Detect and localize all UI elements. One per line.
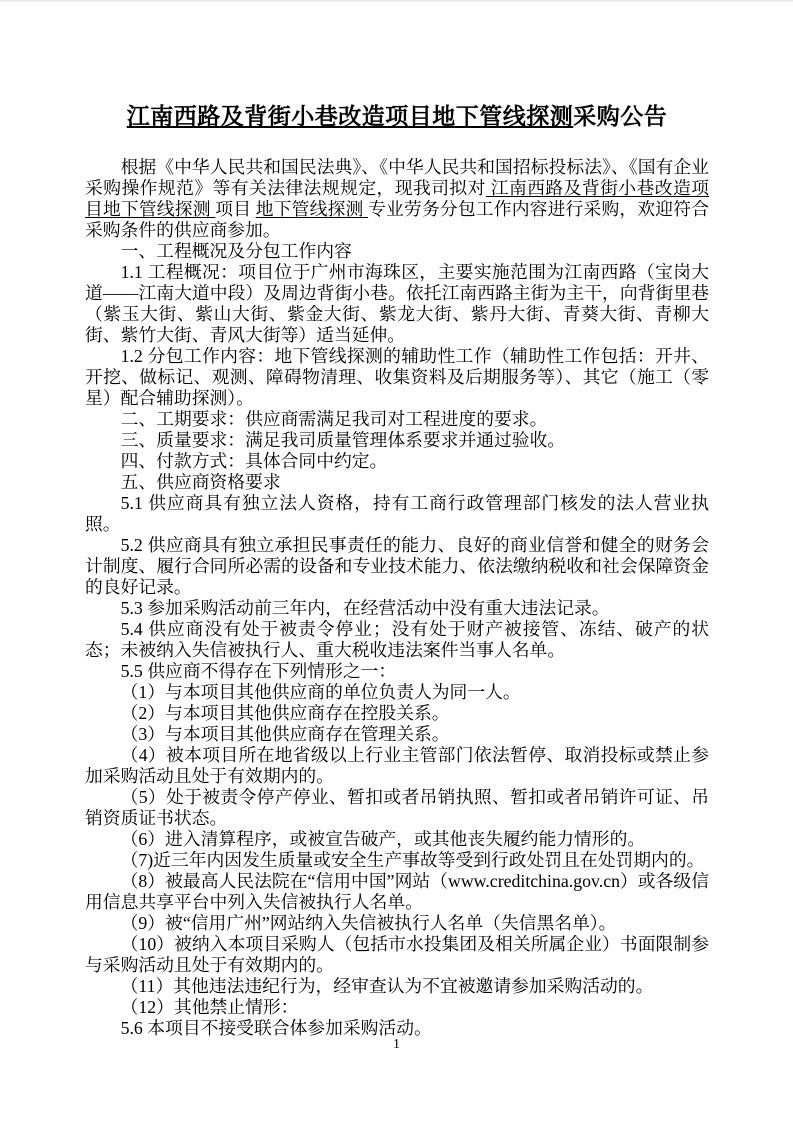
paragraph-12 [85,619,709,661]
paragraph-4 [85,346,709,409]
paragraph-22 [85,913,709,934]
paragraph-18 [85,787,709,829]
document-title [85,100,709,134]
paragraph-10 [85,535,709,598]
text-run: 5.6 本项目不接受联合体参加采购活动。 [120,1018,432,1038]
text-run: （6）进入清算程序，或被宣告破产，或其他丧失履约能力情形的。 [120,829,646,849]
paragraph-11 [85,598,709,619]
text-run: （4）被本项目所在地省级以上行业主管部门依法暂停、取消投标或禁止参加采购活动且处于有效期内的。 [85,745,709,786]
document-content [85,100,709,1039]
underlined-text: 地下管线探测 [255,199,369,219]
text-run: 5.3 参加采购活动前三年内，在经营活动中没有重大违法记录。 [120,598,610,618]
text-run: （10）被纳入本项目采购人（包括市水投集团及相关所属企业）书面限制参与采购活动且处于有效期内的。 [85,934,709,975]
paragraph-8 [85,472,709,493]
text-run: 5.1 供应商具有独立法人资格，持有工商行政管理部门核发的法人营业执照。 [85,493,709,534]
title-suffix: 采购公告 [573,104,668,129]
underlined-text: 江南西路及背街小巷改造项目地下管线探测 [85,178,709,219]
text-run: 5.5 供应商不得存在下列情形之一： [120,661,397,681]
text-run: 5.4 供应商没有处于被责令停业；没有处于财产被接管、冻结、破产的状态；未被纳入失信被执行人、重大税收违法案件当事人名单。 [85,619,709,660]
paragraph-14 [85,682,709,703]
text-run: 专业劳务分包工作内容进行采购，欢迎符合采购条件的供应商参加。 [85,199,709,240]
paragraph-7 [85,451,709,472]
text-run: 项目 [215,199,256,219]
paragraph-5 [85,409,709,430]
text-run: 三、质量要求：满足我司质量管理体系要求并通过验收。 [120,430,566,450]
document-body [85,157,709,1039]
text-run: （8）被最高人民法院在“信用中国”网站（www.creditchina.gov.cn）或各级信用信息共享平台中列入失信被执行人名单。 [85,871,709,912]
text-run: （7)近三年内因发生质量或安全生产事故等受到行政处罚且在处罚期内的。 [120,850,705,870]
text-run: （11）其他违法违纪行为，经审查认为不宜被邀请参加采购活动的。 [120,976,654,996]
text-run: 四、付款方式：具体合同中约定。 [120,451,388,471]
text-run: 一、工程概况及分包工作内容 [120,241,352,261]
text-run: （3）与本项目其他供应商存在管理关系。 [120,724,450,744]
title-underlined-part: 江南西路及背街小巷改造项目地下管线探测 [126,104,574,129]
text-run: 五、供应商资格要求 [120,472,281,492]
text-run: （2）与本项目其他供应商存在控股关系。 [120,703,450,723]
text-run: （1）与本项目其他供应商的单位负责人为同一人。 [120,682,521,702]
page-number: 1 [393,1037,400,1052]
paragraph-21 [85,871,709,913]
text-run: （9）被“信用广州”网站纳入失信被执行人名单（失信黑名单）。 [120,913,617,933]
text-run: 1.2 分包工作内容：地下管线探测的辅助性工作（辅助性工作包括：开井、开挖、做标记、观测、障碍物清理、收集资料及后期服务等）、其它（施工（零星）配合辅助探测）。 [85,346,709,408]
page-top-edge [0,0,793,2]
text-run: 1.1 工程概况：项目位于广州市海珠区，主要实施范围为江南西路（宝岗大道——江南大道中段）及周边背街小巷。依托江南西路主街为主干，向背街里巷（紫玉大街、紫山大街、紫金大街、紫龙大街、紫丹大街、青葵大街、青柳大街、紫竹大街、青风大街等）适当延伸。 [85,262,709,345]
paragraph-1 [85,157,709,241]
paragraph-13 [85,661,709,682]
paragraph-23 [85,934,709,976]
paragraph-9 [85,493,709,535]
text-run: （5）处于被责令停产停业、暂扣或者吊销执照、暂扣或者吊销许可证、吊销资质证书状态。 [85,787,709,828]
paragraph-20 [85,850,709,871]
paragraph-17 [85,745,709,787]
paragraph-19 [85,829,709,850]
paragraph-3 [85,262,709,346]
paragraph-24 [85,976,709,997]
paragraph-2 [85,241,709,262]
text-run: 二、工期要求：供应商需满足我司对工程进度的要求。 [120,409,548,429]
paragraph-16 [85,724,709,745]
paragraph-15 [85,703,709,724]
paragraph-25 [85,997,709,1018]
text-run: 根据《中华人民共和国民法典》、《中华人民共和国招标投标法》、《国有企业采购操作规范》等有关法律法规规定，现我司拟对 [85,157,709,198]
text-run: （12）其他禁止情形： [120,997,299,1017]
text-run: 5.2 供应商具有独立承担民事责任的能力、良好的商业信誉和健全的财务会计制度、履行合同所必需的设备和专业技术能力、依法缴纳税收和社会保障资金的良好记录。 [85,535,709,597]
paragraph-6 [85,430,709,451]
